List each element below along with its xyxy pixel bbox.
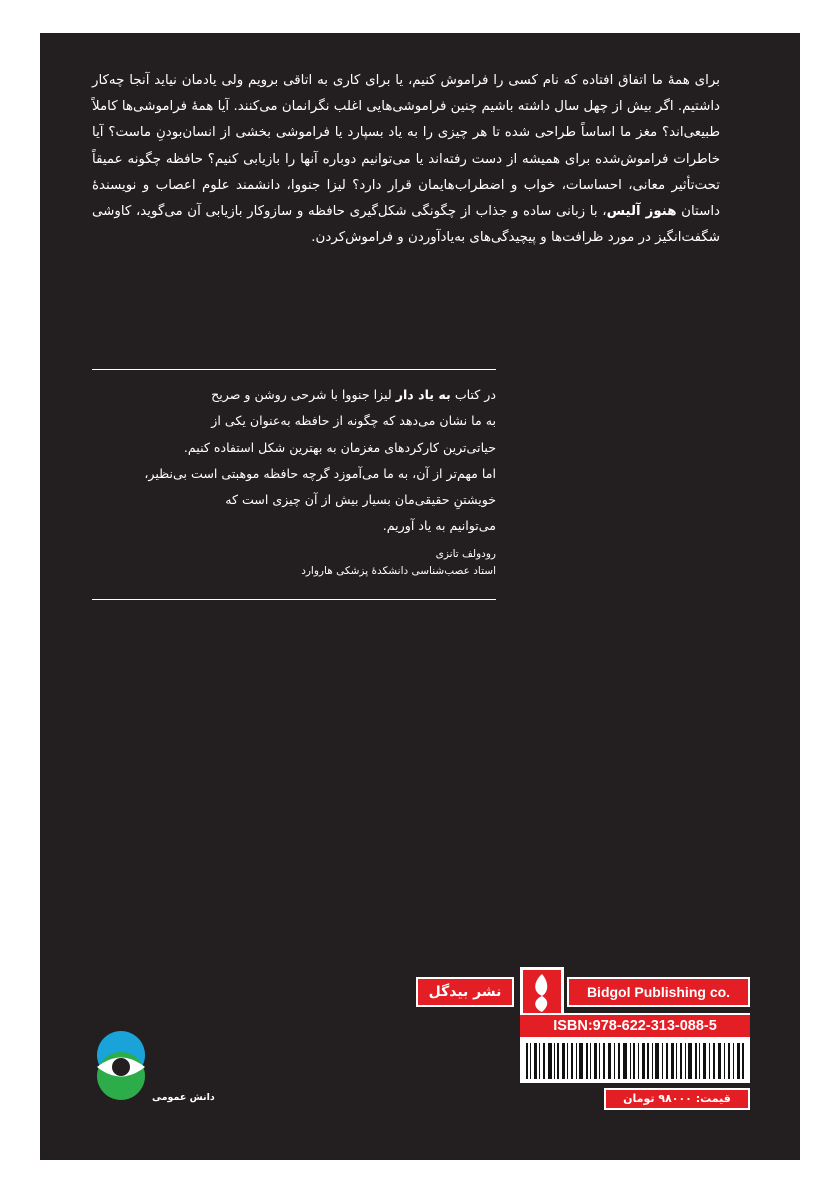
- eye-logo-icon: [92, 1030, 150, 1100]
- description-part-b: ، با زبانی ساده و جذاب از چگونگی شکل‌گیری حافظه و سازوکار بازیابی آن می‌گوید، کاوشی شگفت‌انگیز در مورد ظرافت‌ها و پیچیدگی‌های به‌یادآوردن و فراموش‌کردن.: [92, 204, 720, 246]
- barcode-panel: [520, 1013, 750, 1083]
- publisher-sticker: [416, 963, 750, 1113]
- quote-line: حیاتی‌ترین کارکردهای مغزمان به بهترین شکل استفاده کنیم.: [183, 439, 496, 455]
- divider-bottom: [92, 599, 496, 600]
- endorser-name: رودولف تانزی: [435, 548, 496, 560]
- quote-line: به ما نشان می‌دهد که چگونه از حافظه به‌عنوان یکی از: [211, 413, 496, 429]
- series-label: دانش عمومی: [152, 1092, 215, 1103]
- quote-line: اما مهم‌تر از آن، به ما می‌آموزد گرچه حافظه موهبتی است بی‌نظیر،: [144, 465, 496, 481]
- endorser-block: [92, 546, 496, 580]
- book-title: به یاد دار: [395, 387, 451, 402]
- quote-text: لیزا جنووا با شرحی روشن و صریح: [211, 387, 392, 402]
- publisher-name-fa: نشر بیدگل: [416, 977, 514, 1007]
- quote-line: خویشتنِ حقیقی‌مان بسیار بیش از آن چیزی است که: [225, 492, 496, 508]
- barcode-icon: [526, 1043, 744, 1079]
- description-text: [92, 68, 720, 251]
- quote-line: می‌توانیم به یاد آوریم.: [382, 518, 496, 534]
- description-part-a: برای همهٔ ما اتفاق افتاده که نام کسی را فراموش کنیم، یا برای کاری به اتاقی برویم ولی یادمان نیاید آنجا چه‌کار داشتیم. اگر بیش از چهل سال داشته باشیم چنین فراموشی‌هایی اغلب نگرانمان می‌کنند. آیا همهٔ فراموشی‌ها کاملاً طبیعی‌اند؟ مغز ما اساساً طراحی شده تا هر چیزی را به یاد بسپارد یا فراموشی بخشی از انسان‌بودنِ ماست؟ آیا خاطرات فراموش‌شده برای همیشه از دست رفته‌اند یا می‌توانیم دوباره آنها را بازیابی کنیم؟ حافظه چگونه عمیقاً تحت‌تأثیر معانی، احساسات، خواب و اضطراب‌هایمان قرار دارد؟ لیزا جنووا، دانشمند علوم اعصاب و نویسندهٔ داستان: [92, 73, 720, 220]
- quote-line: [92, 382, 496, 408]
- endorser-title: استاد عصب‌شناسی دانشکدهٔ پزشکی هاروارد: [301, 565, 496, 577]
- isbn-label: ISBN:978-622-313-088-5: [520, 1015, 750, 1037]
- publisher-name-en: Bidgol Publishing co.: [567, 977, 750, 1007]
- price-label: قیمت: ۹۸۰۰۰ تومان: [604, 1088, 750, 1110]
- novel-title: هنوز آلیس: [606, 204, 677, 220]
- endorsement-quote: [92, 382, 496, 540]
- publisher-mark-icon: [519, 966, 565, 1018]
- divider-top: [92, 369, 496, 370]
- quote-text: در کتاب: [454, 387, 496, 402]
